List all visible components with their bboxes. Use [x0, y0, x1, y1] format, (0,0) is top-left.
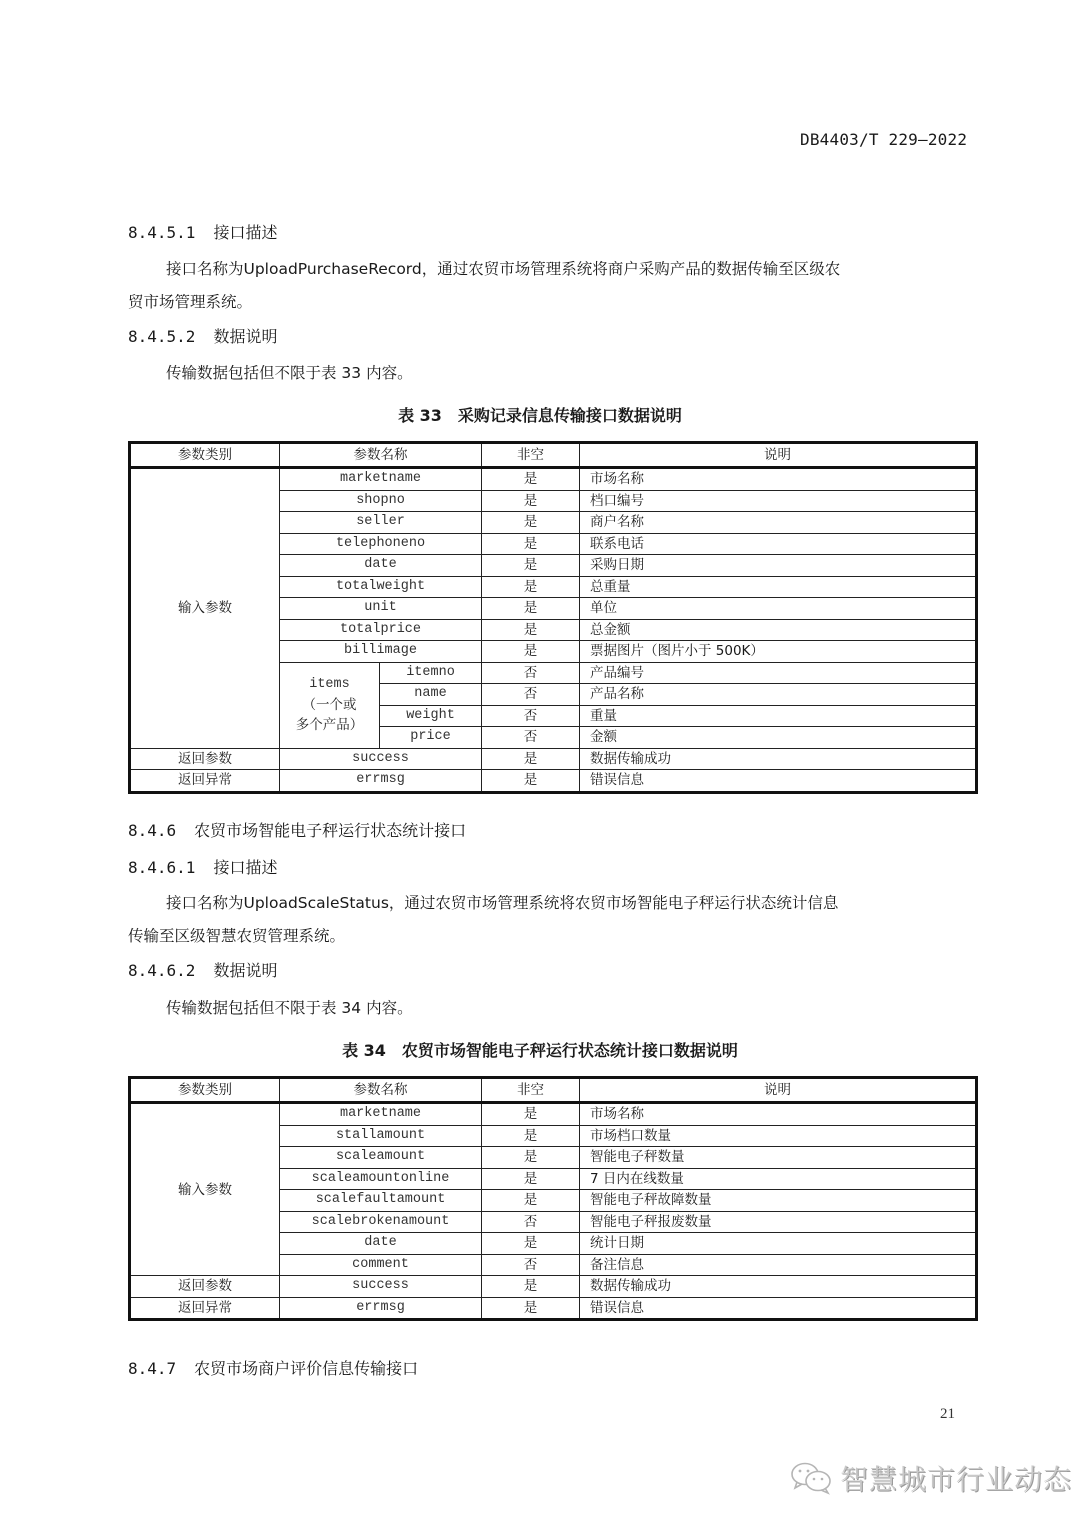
param-name: marketname — [280, 1103, 482, 1126]
param-required: 是 — [482, 1147, 580, 1169]
param-required: 是 — [482, 748, 580, 770]
param-description: 总重量 — [580, 576, 977, 598]
table-33 — [128, 441, 978, 794]
param-required: 否 — [482, 727, 580, 749]
category-return: 返回参数 — [130, 748, 280, 770]
watermark-text: 智慧城市行业动态 — [840, 1463, 1073, 1496]
param-description: 备注信息 — [580, 1254, 977, 1276]
paragraph-line: 传输数据包括但不限于表 33 内容。 — [166, 364, 413, 382]
category-error: 返回异常 — [130, 770, 280, 793]
header-required: 非空 — [482, 443, 580, 468]
param-name: errmsg — [280, 770, 482, 793]
param-required: 否 — [482, 1254, 580, 1276]
param-name: totalweight — [280, 576, 482, 598]
table-row — [130, 770, 977, 793]
paragraph-8462 — [128, 992, 978, 1025]
header-category: 参数类别 — [130, 443, 280, 468]
table-34-caption: 表 34 农贸市场智能电子秤运行状态统计接口数据说明 — [342, 1041, 738, 1060]
param-name: name — [380, 684, 482, 706]
param-required: 否 — [482, 662, 580, 684]
section-number: 8.4.5.1 — [128, 223, 196, 242]
param-description: 采购日期 — [580, 555, 977, 577]
param-required: 否 — [482, 705, 580, 727]
param-required: 是 — [482, 1168, 580, 1190]
param-description: 总金额 — [580, 619, 977, 641]
header-category: 参数类别 — [130, 1078, 280, 1103]
watermark — [790, 1458, 1072, 1498]
category-input: 输入参数 — [130, 468, 280, 749]
paragraph-line: 接口名称为UploadPurchaseRecord，通过农贸市场管理系统将商户采购产品的数据传输至区级农 — [166, 260, 841, 278]
param-name: itemno — [380, 662, 482, 684]
section-title: 接口描述 — [213, 858, 278, 877]
param-description: 联系电话 — [580, 533, 977, 555]
param-name: price — [380, 727, 482, 749]
category-return: 返回参数 — [130, 1276, 280, 1298]
param-description: 数据传输成功 — [580, 1276, 977, 1298]
param-name: scaleamount — [280, 1147, 482, 1169]
param-description: 智能电子秤故障数量 — [580, 1190, 977, 1212]
section-number: 8.4.6.1 — [128, 858, 196, 877]
param-description: 市场名称 — [580, 1103, 977, 1126]
param-description: 7 日内在线数量 — [580, 1168, 977, 1190]
param-required: 是 — [482, 512, 580, 534]
param-name: comment — [280, 1254, 482, 1276]
section-heading-846 — [128, 818, 466, 841]
table-row — [130, 468, 977, 491]
param-required: 否 — [482, 1211, 580, 1233]
table-34 — [128, 1076, 978, 1321]
table-row — [130, 1103, 977, 1126]
param-description: 数据传输成功 — [580, 748, 977, 770]
param-description: 票据图片（图片小于 500K） — [580, 641, 977, 663]
paragraph-line: 传输数据包括但不限于表 34 内容。 — [166, 999, 413, 1017]
table-header-row — [130, 443, 977, 468]
param-required: 否 — [482, 684, 580, 706]
section-heading-8451 — [128, 220, 277, 243]
table-header-row — [130, 1078, 977, 1103]
param-name: telephoneno — [280, 533, 482, 555]
param-description: 产品名称 — [580, 684, 977, 706]
param-name: success — [280, 748, 482, 770]
param-name: scalebrokenamount — [280, 1211, 482, 1233]
param-required: 是 — [482, 490, 580, 512]
param-description: 商户名称 — [580, 512, 977, 534]
section-heading-8462 — [128, 958, 277, 981]
section-number: 8.4.7 — [128, 1359, 177, 1378]
param-name: success — [280, 1276, 482, 1298]
section-title: 接口描述 — [213, 223, 278, 242]
header-required: 非空 — [482, 1078, 580, 1103]
param-name: date — [280, 1233, 482, 1255]
table-33-caption: 表 33 采购记录信息传输接口数据说明 — [398, 406, 682, 425]
param-required: 是 — [482, 468, 580, 491]
wechat-icon — [790, 1461, 834, 1495]
param-required: 是 — [482, 576, 580, 598]
section-number: 8.4.5.2 — [128, 327, 196, 346]
param-name: weight — [380, 705, 482, 727]
items-group-label — [280, 662, 380, 748]
param-name: stallamount — [280, 1125, 482, 1147]
param-required: 是 — [482, 555, 580, 577]
param-description: 统计日期 — [580, 1233, 977, 1255]
section-heading-8461 — [128, 855, 277, 878]
param-name: unit — [280, 598, 482, 620]
section-title: 数据说明 — [213, 327, 278, 346]
param-name: scalefaultamount — [280, 1190, 482, 1212]
category-error: 返回异常 — [130, 1297, 280, 1320]
param-description: 智能电子秤报废数量 — [580, 1211, 977, 1233]
param-required: 是 — [482, 641, 580, 663]
section-number: 8.4.6.2 — [128, 961, 196, 980]
items-label-line: 多个产品） — [295, 717, 364, 733]
param-required: 是 — [482, 619, 580, 641]
paragraph-line: 接口名称为UploadScaleStatus，通过农贸市场管理系统将农贸市场智能电子秤运行状态统计信息 — [166, 894, 839, 912]
param-required: 是 — [482, 533, 580, 555]
category-input: 输入参数 — [130, 1103, 280, 1276]
paragraph-8452 — [128, 357, 978, 390]
param-description: 单位 — [580, 598, 977, 620]
param-required: 是 — [482, 598, 580, 620]
table-row — [130, 1276, 977, 1298]
param-description: 错误信息 — [580, 770, 977, 793]
section-number: 8.4.6 — [128, 821, 177, 840]
header-description: 说明 — [580, 443, 977, 468]
param-description: 市场档口数量 — [580, 1125, 977, 1147]
param-name: totalprice — [280, 619, 482, 641]
table-row — [130, 1297, 977, 1320]
section-heading-8452 — [128, 324, 277, 347]
param-description: 重量 — [580, 705, 977, 727]
section-title: 农贸市场商户评价信息传输接口 — [194, 1359, 419, 1378]
section-title: 数据说明 — [213, 961, 278, 980]
paragraph-line: 传输至区级智慧农贸管理系统。 — [128, 927, 346, 945]
document-number: DB4403/T 229—2022 — [800, 130, 968, 149]
param-name: date — [280, 555, 482, 577]
param-required: 是 — [482, 1233, 580, 1255]
param-required: 是 — [482, 1103, 580, 1126]
param-name: errmsg — [280, 1297, 482, 1320]
page-number: 21 — [940, 1406, 955, 1422]
param-name: scaleamountonline — [280, 1168, 482, 1190]
section-title: 农贸市场智能电子秤运行状态统计接口 — [194, 821, 467, 840]
param-required: 是 — [482, 1125, 580, 1147]
section-heading-847 — [128, 1356, 418, 1379]
items-label-line: （一个或 — [302, 697, 357, 713]
param-name: seller — [280, 512, 482, 534]
paragraph-line: 贸市场管理系统。 — [128, 293, 253, 311]
param-description: 错误信息 — [580, 1297, 977, 1320]
param-description: 档口编号 — [580, 490, 977, 512]
param-description: 智能电子秤数量 — [580, 1147, 977, 1169]
header-param-name: 参数名称 — [280, 443, 482, 468]
param-required: 是 — [482, 1276, 580, 1298]
param-required: 是 — [482, 770, 580, 793]
param-required: 是 — [482, 1297, 580, 1320]
header-description: 说明 — [580, 1078, 977, 1103]
param-description: 产品编号 — [580, 662, 977, 684]
param-name: billimage — [280, 641, 482, 663]
header-param-name: 参数名称 — [280, 1078, 482, 1103]
param-required: 是 — [482, 1190, 580, 1212]
paragraph-8461 — [128, 887, 978, 953]
items-label-line: items — [309, 677, 350, 692]
table-row — [130, 748, 977, 770]
param-description: 金额 — [580, 727, 977, 749]
param-name: marketname — [280, 468, 482, 491]
param-name: shopno — [280, 490, 482, 512]
paragraph-8451 — [128, 253, 978, 319]
param-description: 市场名称 — [580, 468, 977, 491]
